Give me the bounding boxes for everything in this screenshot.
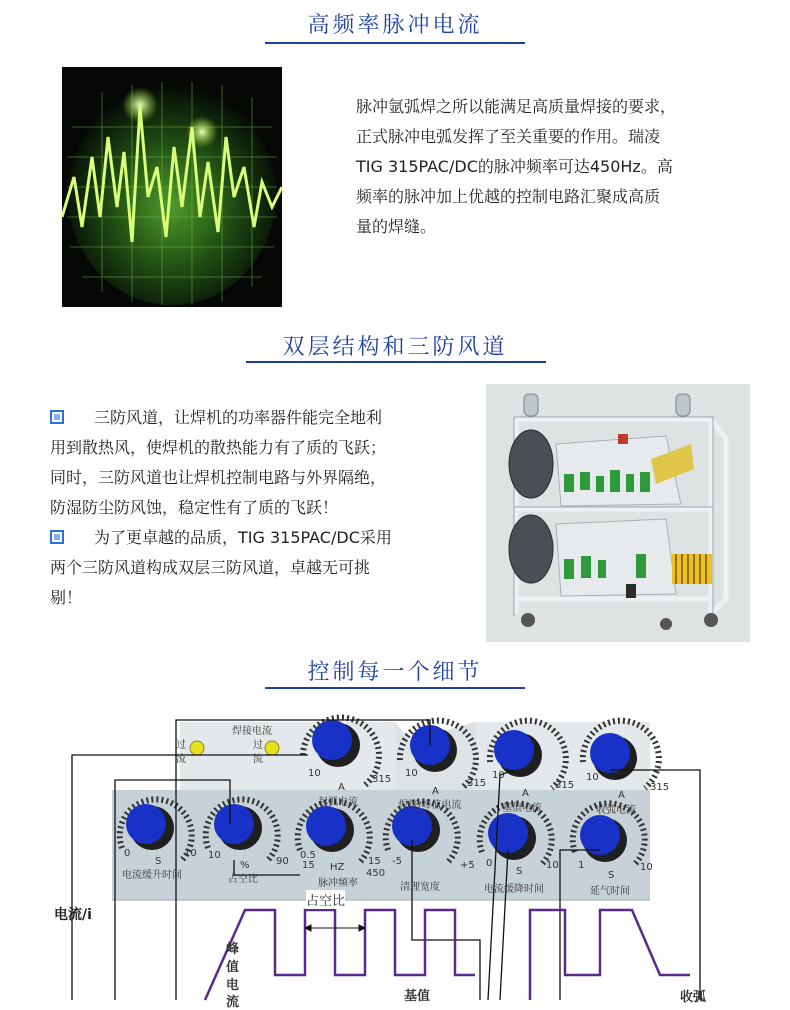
bullet-square-icon — [50, 530, 64, 544]
section-title-airduct: 双层结构和三防风道 — [282, 335, 508, 360]
pulse-text-line: 量的焊缝。 — [356, 217, 437, 236]
section-title-pulse: 高频率脉冲电流 — [307, 13, 483, 38]
airduct-text-line — [50, 523, 470, 553]
knob-min: 10 — [208, 850, 221, 861]
knob-label-post-gas-time: 延气时间 — [590, 886, 630, 897]
knob-min: 0 — [486, 858, 493, 869]
overflow-caption: 流 — [253, 754, 263, 765]
overflow-caption: 过 — [253, 740, 263, 751]
section-divider — [265, 687, 525, 689]
knob-max: 315 — [555, 780, 575, 791]
knob-max: +5 — [460, 860, 475, 871]
knob-max: 10 — [546, 860, 559, 871]
knob-label-current-rise-time: 电流缓升时间 — [122, 870, 182, 881]
knob-max: 450 — [366, 868, 386, 879]
section-divider — [246, 361, 546, 363]
pulse-text-line: TIG 315PAC/DC的脉冲频率可达450Hz。高 — [356, 157, 673, 176]
knob-unit: HZ — [330, 862, 345, 873]
overflow-caption: 过 — [176, 740, 186, 751]
knob-unit: % — [240, 860, 250, 871]
peak-current-label: 电 — [226, 978, 240, 993]
control-panel-diagram — [0, 700, 790, 1010]
overflow-caption: 流 — [176, 754, 186, 765]
knob-label-duty-cycle: 占空比 — [228, 874, 258, 885]
airduct-text-line: 同时，三防风道也让焊机控制电路与外界隔绝， — [50, 468, 387, 487]
bullet-square-icon — [50, 410, 64, 424]
knob-unit: S — [608, 870, 615, 881]
pulse-description — [356, 92, 676, 242]
knob-min: 0.5 — [300, 850, 316, 861]
knob-unit: A — [338, 782, 345, 793]
weld-current-caption: 焊接电流 — [232, 726, 272, 737]
knob-label-pulse-frequency: 脉冲频率 — [318, 878, 358, 889]
knob-max: 315 — [467, 778, 487, 789]
knob-unit: A — [432, 786, 439, 797]
pulse-text-line: 频率的脉冲加上优越的控制电路汇聚成高质 — [356, 187, 661, 206]
section-title-control: 控制每一个细节 — [307, 660, 483, 685]
airduct-line-text: 为了更卓越的品质，TIG 315PAC/DC采用 — [94, 528, 392, 547]
knob-unit: A — [522, 788, 529, 799]
knob-min: 10 — [405, 768, 418, 779]
airduct-text-line: 两个三防风道构成双层三防风道，卓越无可挑 — [50, 558, 371, 577]
section-divider — [265, 42, 525, 44]
airduct-text-line: 用到散热风，使焊机的散热能力有了质的飞跃； — [50, 438, 387, 457]
oscilloscope-image — [62, 67, 282, 307]
knob-min: 1 — [578, 860, 585, 871]
knob-label-base-current: 基值电流 — [502, 803, 542, 814]
graph-y-axis-label: 电流/i — [54, 907, 92, 923]
airduct-text-line — [50, 403, 470, 433]
knob-label-weld-peak-current: 焊接/峰值电流 — [398, 800, 462, 811]
knob-label-arc-end-current: 收弧电流 — [596, 805, 636, 816]
base-current-label: 基值 — [404, 989, 431, 1004]
pulse-text-line: 正式脉冲电弧发挥了至关重要的作用。瑞凌 — [356, 127, 661, 146]
welder-internal-structure-image — [486, 384, 750, 642]
knob-mid: 15 — [368, 856, 381, 867]
knob-max: 90 — [276, 856, 289, 867]
knob-max: 10 — [640, 862, 653, 873]
airduct-line-text: 三防风道，让焊机的功率器件能完全地利 — [94, 408, 383, 427]
knob-min: 0 — [124, 848, 131, 859]
knob-max: 315 — [372, 774, 392, 785]
pulse-text-line: 脉冲氩弧焊之所以能满足高质量焊接的要求， — [356, 97, 677, 116]
knob-min: 10 — [308, 768, 321, 779]
knob-unit: A — [618, 790, 625, 801]
knob-mid: 15 — [302, 860, 315, 871]
knob-max: 315 — [650, 782, 670, 793]
knob-max: 10 — [184, 848, 197, 859]
knob-label-arc-start-current: 起弧电流 — [318, 797, 358, 808]
knob-min: -5 — [392, 856, 402, 867]
knob-label-current-fall-time: 电流缓降时间 — [484, 884, 544, 895]
knob-min: 10 — [586, 772, 599, 783]
duty-cycle-label: 占空比 — [306, 890, 345, 909]
knob-label-cleaning-width: 清理宽度 — [400, 882, 440, 893]
knob-unit: S — [516, 866, 523, 877]
peak-current-label: 值 — [226, 960, 240, 975]
knob-min: 10 — [492, 770, 505, 781]
airduct-text-line: 剔！ — [50, 588, 83, 607]
airduct-description — [50, 403, 470, 613]
peak-current-label: 峰 — [226, 942, 240, 957]
peak-current-label: 流 — [226, 995, 240, 1010]
airduct-text-line: 防湿防尘防风蚀，稳定性有了质的飞跃！ — [50, 498, 339, 517]
arc-end-label: 收弧 — [680, 990, 707, 1005]
knob-unit: S — [155, 856, 162, 867]
